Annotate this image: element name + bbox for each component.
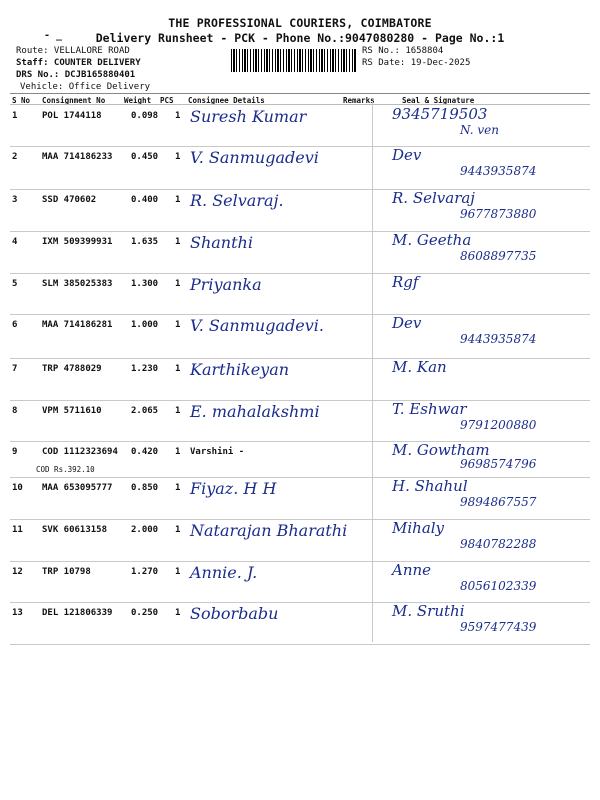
row-weight: 2.065 xyxy=(131,406,159,416)
row-pcs: 1 xyxy=(175,567,181,577)
table-row xyxy=(10,441,590,478)
page-title: THE PROFESSIONAL COURIERS, COIMBATORE xyxy=(168,16,432,30)
row-consignee: Natarajan Bharathi xyxy=(190,521,348,540)
row-signature-phone: 9443935874 xyxy=(460,164,537,178)
row-pcs: 1 xyxy=(175,279,181,289)
row-consignee: Shanthi xyxy=(190,233,253,252)
staff-label: Staff: COUNTER DELIVERY xyxy=(16,58,141,68)
row-weight: 0.850 xyxy=(131,483,159,493)
row-consignment-no: COD 1112323694 xyxy=(42,447,118,457)
table-row xyxy=(10,105,590,147)
row-consignee: V. Sanmugadevi xyxy=(190,148,319,167)
row-sno: 13 xyxy=(12,608,23,618)
row-consignment-no: SLM 385025383 xyxy=(42,279,113,289)
row-weight: 1.635 xyxy=(131,237,159,247)
table-row xyxy=(10,477,590,520)
row-consignee: Varshini - xyxy=(190,447,245,457)
row-weight: 0.400 xyxy=(131,195,159,205)
row-consignment-no: TRP 4788029 xyxy=(42,364,102,374)
row-weight: 1.000 xyxy=(131,320,159,330)
row-weight: 0.420 xyxy=(131,447,159,457)
header-dash: - _ xyxy=(44,30,63,41)
row-consignment-no: POL 1744118 xyxy=(42,111,102,121)
row-pcs: 1 xyxy=(175,364,181,374)
row-pcs: 1 xyxy=(175,195,181,205)
row-consignee: Soborbabu xyxy=(190,604,279,623)
row-signature: Dev xyxy=(392,314,422,332)
row-sno: 4 xyxy=(12,237,18,247)
row-signature-phone: 9698574796 xyxy=(460,457,537,471)
row-sno: 7 xyxy=(12,364,18,374)
table-row xyxy=(10,561,590,603)
row-pcs: 1 xyxy=(175,111,181,121)
row-signature: T. Eshwar xyxy=(392,400,467,418)
row-consignee: Priyanka xyxy=(190,275,262,294)
col-header-seal: Seal & Signature xyxy=(402,96,475,105)
col-header-consignment: Consignment No xyxy=(42,96,106,105)
row-signature: R. Selvaraj xyxy=(392,189,475,207)
row-signature-phone: 9443935874 xyxy=(460,332,537,346)
row-pcs: 1 xyxy=(175,483,181,493)
row-sno: 8 xyxy=(12,406,18,416)
row-signature-phone: 9894867557 xyxy=(460,495,537,509)
row-weight: 0.450 xyxy=(131,152,159,162)
row-sno: 1 xyxy=(12,111,18,121)
row-consignee: R. Selvaraj. xyxy=(190,191,284,210)
row-sno: 12 xyxy=(12,567,23,577)
row-consignee: Fiyaz. H H xyxy=(190,479,277,498)
row-pcs: 1 xyxy=(175,608,181,618)
row-sno: 9 xyxy=(12,447,18,457)
row-signature: Anne xyxy=(392,561,432,579)
row-signature-phone: 8608897735 xyxy=(460,249,537,263)
row-sno: 10 xyxy=(12,483,23,493)
table-row xyxy=(10,519,590,562)
route-label: Route: VELLALORE ROAD xyxy=(16,46,130,56)
row-signature-phone: 8056102339 xyxy=(460,579,537,593)
row-pcs: 1 xyxy=(175,320,181,330)
row-consignee: E. mahalakshmi xyxy=(190,402,320,421)
row-signature-phone: 9791200880 xyxy=(460,418,537,432)
row-signature: M. Kan xyxy=(392,358,447,376)
row-weight: 2.000 xyxy=(131,525,159,535)
row-weight: 1.300 xyxy=(131,279,159,289)
row-consignee: Suresh Kumar xyxy=(190,107,307,126)
row-cod-amount: COD Rs.392.10 xyxy=(36,465,95,474)
drs-label: DRS No.: DCJB165880401 xyxy=(16,70,136,80)
barcode xyxy=(231,49,357,72)
row-sno: 3 xyxy=(12,195,18,205)
row-consignment-no: DEL 121806339 xyxy=(42,608,113,618)
row-consignment-no: TRP 10798 xyxy=(42,567,91,577)
table-row xyxy=(10,146,590,190)
table-row xyxy=(10,602,590,645)
rs-number: RS No.: 1658804 xyxy=(362,46,444,56)
row-signature: M. Geetha xyxy=(392,231,472,249)
row-sno: 2 xyxy=(12,152,18,162)
row-sno: 11 xyxy=(12,525,23,535)
row-consignment-no: IXM 509399931 xyxy=(42,237,113,247)
row-pcs: 1 xyxy=(175,406,181,416)
col-header-consignee: Consignee Details xyxy=(188,96,265,105)
col-header-weight: Weight xyxy=(124,96,152,105)
row-weight: 0.098 xyxy=(131,111,159,121)
row-pcs: 1 xyxy=(175,152,181,162)
col-header-pcs: PCS xyxy=(160,96,174,105)
row-weight: 1.230 xyxy=(131,364,159,374)
col-header-remarks: Remarks xyxy=(343,96,375,105)
header-top-rule xyxy=(10,93,590,94)
row-weight: 1.270 xyxy=(131,567,159,577)
row-sno: 5 xyxy=(12,279,18,289)
vehicle-label: Vehicle: Office Delivery xyxy=(20,82,151,92)
row-signature-phone: 9677873880 xyxy=(460,207,537,221)
row-consignment-no: SSD 470602 xyxy=(42,195,97,205)
rs-date: RS Date: 19-Dec-2025 xyxy=(362,58,471,68)
table-row xyxy=(10,273,590,315)
row-sno: 6 xyxy=(12,320,18,330)
row-signature-phone: N. ven xyxy=(460,123,499,137)
table-row xyxy=(10,314,590,359)
row-pcs: 1 xyxy=(175,447,181,457)
row-consignment-no: SVK 60613158 xyxy=(42,525,108,535)
row-signature: Rgf xyxy=(392,273,419,291)
row-weight: 0.250 xyxy=(131,608,159,618)
row-consignment-no: MAA 714186233 xyxy=(42,152,113,162)
row-consignee: Karthikeyan xyxy=(190,360,290,379)
row-signature: 9345719503 xyxy=(392,105,488,123)
row-signature-phone: 9840782288 xyxy=(460,537,537,551)
row-pcs: 1 xyxy=(175,525,181,535)
row-signature: H. Shahul xyxy=(392,477,468,495)
row-signature: Mihaly xyxy=(392,519,445,537)
table-row xyxy=(10,231,590,274)
col-header-sno: S No xyxy=(12,96,31,105)
row-signature-phone: 9597477439 xyxy=(460,620,537,634)
row-consignee: V. Sanmugadevi. xyxy=(190,316,324,335)
runsheet-subtitle: Delivery Runsheet - PCK - Phone No.:9047080280 - Page No.:1 xyxy=(95,31,505,45)
row-consignment-no: MAA 714186281 xyxy=(42,320,113,330)
table-row xyxy=(10,189,590,232)
row-pcs: 1 xyxy=(175,237,181,247)
row-consignment-no: MAA 653095777 xyxy=(42,483,113,493)
row-signature: M. Sruthi xyxy=(392,602,465,620)
table-row xyxy=(10,358,590,401)
row-signature: Dev xyxy=(392,146,422,164)
table-row xyxy=(10,400,590,442)
row-signature: M. Gowtham xyxy=(392,441,490,459)
row-consignee: Annie. J. xyxy=(190,563,258,582)
row-consignment-no: VPM 5711610 xyxy=(42,406,102,416)
